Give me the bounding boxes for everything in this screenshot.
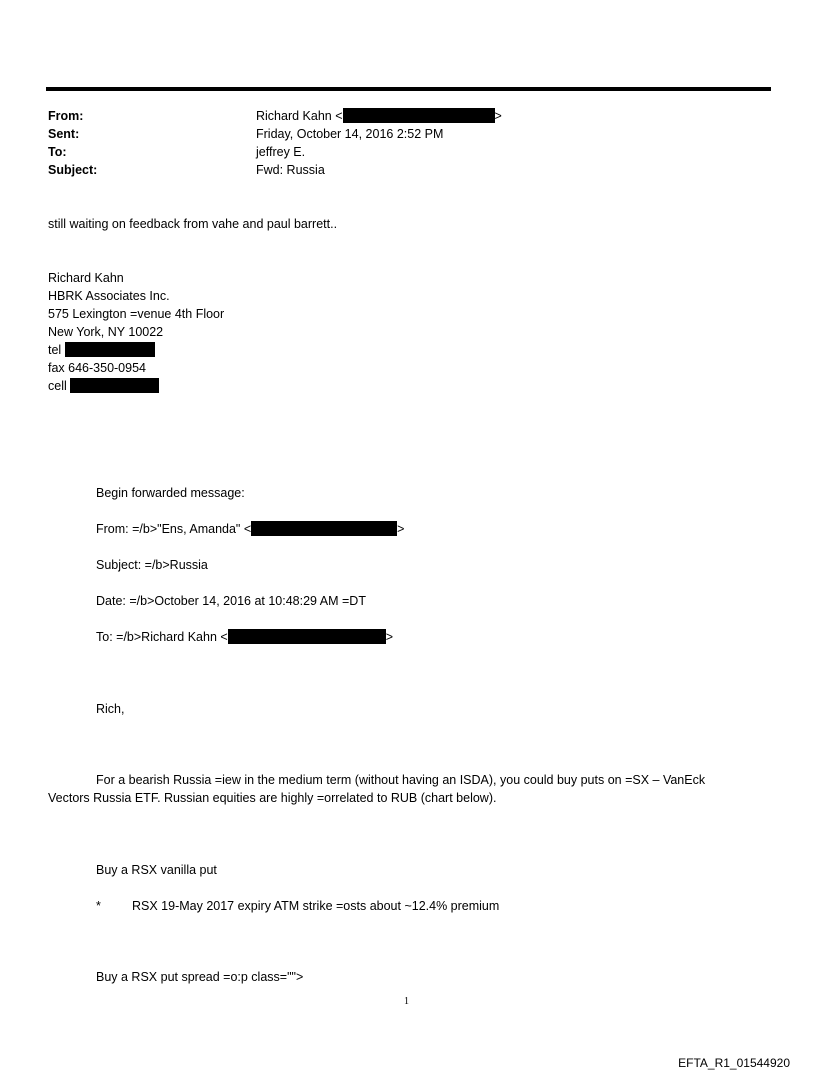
signature-fax: fax 646-350-0954: [48, 361, 146, 375]
signature-tel: [48, 341, 155, 359]
intro-text: still waiting on feedback from vahe and paul barrett..: [48, 217, 338, 231]
subject-label: Subject:: [48, 163, 98, 177]
page-number: 1: [404, 996, 409, 1007]
greeting: Rich,: [96, 702, 125, 716]
redaction-box: [70, 378, 159, 393]
signature-address1: 575 Lexington =venue 4th Floor: [48, 307, 225, 321]
redaction-box: [343, 108, 495, 123]
buy-spread-text: Buy a RSX put spread =o:p class="">: [96, 970, 304, 984]
bullet-marker: *: [96, 899, 101, 913]
forwarded-date: Date: =/b>October 14, 2016 at 10:48:29 AM =DT: [96, 594, 366, 608]
signature-company: HBRK Associates Inc.: [48, 289, 170, 303]
forwarded-from-text: From: =/b>"Ens, Amanda" <: [96, 522, 252, 536]
document-id: EFTA_R1_01544920: [678, 1056, 790, 1070]
signature-cell: [48, 377, 159, 395]
forwarded-begin: Begin forwarded message:: [96, 486, 245, 500]
redaction-box: [251, 521, 397, 536]
paragraph-line-1: For a bearish Russia =iew in the medium term (without having an ISDA), you could buy puts on =SX – VanEck: [96, 773, 706, 787]
header-rule: [46, 87, 771, 91]
forwarded-to-text: To: =/b>Richard Kahn <: [96, 630, 228, 644]
tel-label: tel: [48, 343, 62, 357]
to-label: To:: [48, 145, 67, 159]
forwarded-to-suffix: >: [385, 630, 393, 644]
from-label: From:: [48, 109, 84, 123]
bullet-text: RSX 19-May 2017 expiry ATM strike =osts about ~12.4% premium: [132, 899, 500, 913]
sent-label: Sent:: [48, 127, 80, 141]
buy-put-text: Buy a RSX vanilla put: [96, 863, 217, 877]
from-value-suffix: >: [494, 109, 502, 123]
redaction-box: [65, 342, 155, 357]
forwarded-from-suffix: >: [397, 522, 405, 536]
from-value: [256, 107, 502, 125]
sent-value: Friday, October 14, 2016 2:52 PM: [256, 127, 444, 141]
cell-label: cell: [48, 379, 67, 393]
forwarded-subject: Subject: =/b>Russia: [96, 558, 208, 572]
forwarded-to: [96, 628, 393, 646]
paragraph-line-2: Vectors Russia ETF. Russian equities are highly =orrelated to RUB (chart below).: [48, 791, 497, 805]
redaction-box: [228, 629, 386, 644]
signature-name: Richard Kahn: [48, 271, 124, 285]
subject-value: Fwd: Russia: [256, 163, 325, 177]
signature-address2: New York, NY 10022: [48, 325, 164, 339]
forwarded-from: [96, 520, 404, 538]
from-value-text: Richard Kahn <: [256, 109, 343, 123]
to-value: jeffrey E.: [256, 145, 306, 159]
